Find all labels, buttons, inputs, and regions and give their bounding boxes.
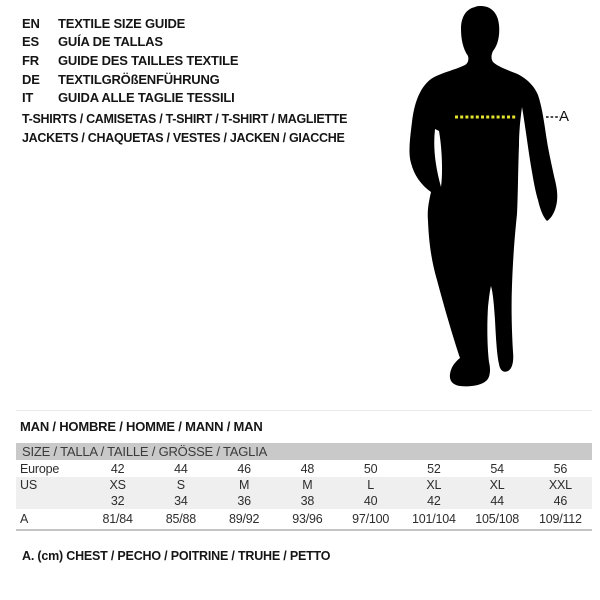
- size-table: [16, 443, 592, 531]
- size-cell: 34: [174, 494, 188, 508]
- man-silhouette-shape: [409, 6, 557, 386]
- size-cell: 105/108: [475, 512, 520, 526]
- size-cell: 81/84: [102, 512, 133, 526]
- language-row-en: [22, 14, 238, 33]
- size-cell: 40: [363, 494, 378, 508]
- man-silhouette: [405, 5, 565, 395]
- language-code: ES: [22, 34, 39, 50]
- size-cell: 109/112: [538, 512, 582, 526]
- size-row-label: Europe: [20, 461, 60, 476]
- language-row-de: [22, 70, 238, 89]
- size-cell: 42: [110, 461, 125, 476]
- size-cell: 93/96: [292, 512, 323, 526]
- language-code: DE: [22, 71, 40, 87]
- language-title: GUIDA ALLE TAGLIE TESSILI: [58, 90, 235, 106]
- size-cell: XS: [109, 478, 126, 492]
- garment-categories: [22, 110, 347, 147]
- section-divider: [16, 410, 592, 411]
- size-cell: 46: [553, 494, 568, 508]
- language-title: TEXTILE SIZE GUIDE: [58, 15, 186, 31]
- size-row-europe: [16, 460, 592, 477]
- size-cell: M: [302, 478, 313, 492]
- section-title-man: MAN / HOMBRE / HOMME / MANN / MAN: [20, 419, 263, 434]
- language-code: EN: [22, 15, 40, 31]
- size-cell: M: [239, 478, 250, 492]
- category-line-tshirts: T-SHIRTS / CAMISETAS / T-SHIRT / T-SHIRT / MAGLIETTE: [22, 112, 348, 127]
- language-row-fr: [22, 51, 238, 70]
- measure-label-a: A: [559, 108, 570, 125]
- size-cell: 36: [237, 494, 251, 508]
- size-row-us: [16, 477, 592, 493]
- language-title: TEXTILGRÖßENFÜHRUNG: [58, 71, 220, 87]
- size-cell: 42: [427, 494, 441, 508]
- size-cell: 46: [237, 461, 251, 476]
- size-cell: 89/92: [228, 512, 260, 526]
- size-cell: XL: [426, 478, 442, 492]
- size-cell: 56: [553, 461, 568, 476]
- size-cell: XL: [489, 478, 505, 492]
- size-cell: 85/88: [165, 512, 197, 526]
- size-cell: 97/100: [352, 512, 390, 526]
- size-row-unlabeled: [16, 493, 592, 509]
- language-title: GUIDE DES TAILLES TEXTILE: [58, 52, 239, 68]
- size-cell: 44: [490, 494, 504, 508]
- size-cell: L: [367, 478, 374, 492]
- size-cell: 50: [363, 461, 378, 476]
- language-code: FR: [22, 52, 39, 68]
- size-cell: XXL: [548, 478, 572, 492]
- man-silhouette-figure: [405, 5, 565, 395]
- size-cell: 52: [427, 461, 441, 476]
- size-cell: 32: [110, 494, 125, 508]
- size-table-header: SIZE / TALLA / TAILLE / GRÖSSE / TAGLIA: [16, 443, 592, 460]
- size-row-label: A: [20, 512, 29, 526]
- category-line-jackets: JACKETS / CHAQUETAS / VESTES / JACKEN / GIACCHE: [22, 130, 345, 145]
- measurement-footnote: A. (cm) CHEST / PECHO / POITRINE / TRUHE / PETTO: [22, 549, 331, 563]
- language-row-it: [22, 88, 238, 107]
- size-cell: 44: [174, 461, 188, 476]
- size-cell: 101/104: [411, 512, 456, 526]
- size-cell: S: [176, 478, 185, 492]
- language-list: [22, 14, 238, 107]
- language-row-es: [22, 33, 238, 52]
- size-cell: 54: [490, 461, 504, 476]
- size-cell: 38: [300, 494, 315, 508]
- size-row-chest-a: [16, 509, 592, 529]
- language-title: GUÍA DE TALLAS: [58, 34, 163, 50]
- size-row-label: US: [20, 478, 37, 492]
- size-cell: 48: [300, 461, 315, 476]
- language-code: IT: [22, 90, 34, 106]
